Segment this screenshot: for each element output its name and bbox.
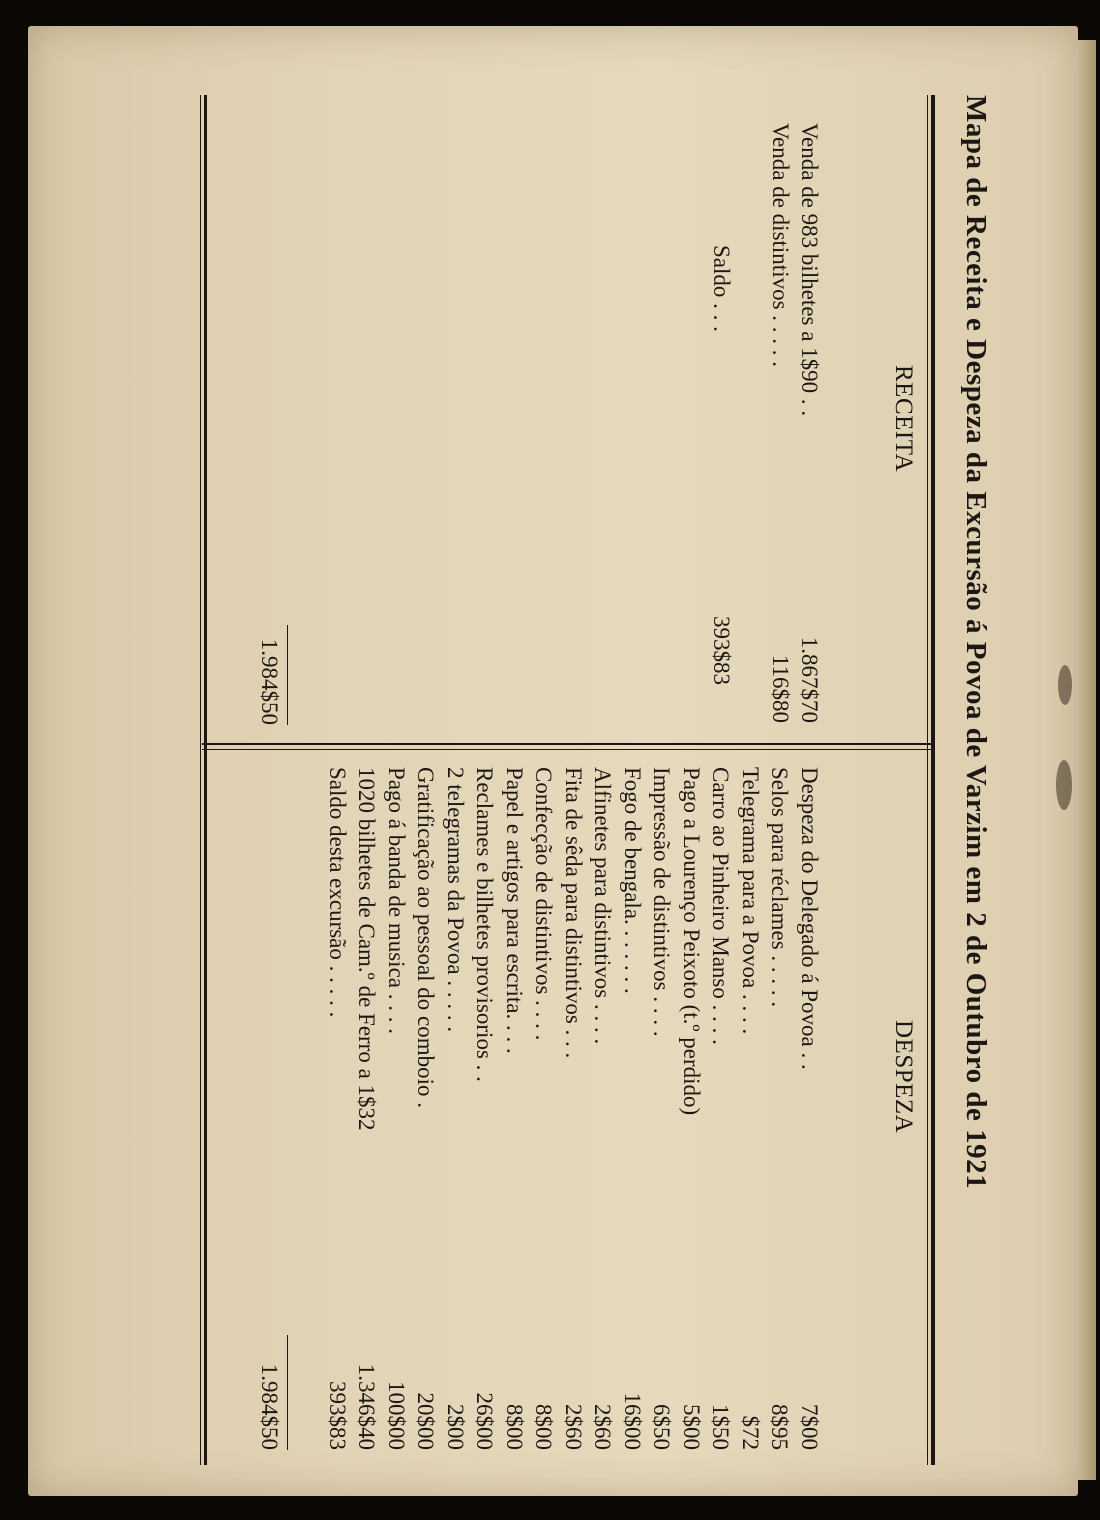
despeza-row-amount: 8$00 — [531, 1404, 557, 1450]
top-rule-thin — [927, 95, 928, 1465]
despeza-row-label: Saldo desta excursão . . . . . — [325, 767, 350, 1018]
despeza-row-amount: 6$50 — [649, 1404, 675, 1450]
rotated-document — [180, 95, 1000, 1465]
despeza-sum-rule — [287, 1335, 288, 1450]
despeza-row-amount: 20$00 — [413, 1392, 439, 1450]
despeza-row-label: Reclames e bilhetes provisorios . . — [472, 767, 498, 1082]
top-rule — [931, 95, 935, 1465]
despeza-row-amount: 2$60 — [590, 1404, 616, 1450]
bottom-rule-thin — [200, 95, 201, 1465]
despeza-row-amount: 2$00 — [443, 1404, 468, 1450]
despeza-row-amount: 16$00 — [620, 1392, 645, 1450]
bottom-rule — [204, 95, 207, 1465]
column-divider — [202, 743, 932, 745]
despeza-row-label: Papel e artigos para escrita. . . . — [502, 767, 527, 1054]
receita-row-amount: 116$80 — [768, 654, 793, 723]
despeza-row-label: Alfinetes para distintivos . . . . — [590, 767, 616, 1045]
despeza-row-amount: 7$00 — [797, 1404, 822, 1450]
receita-sum-rule — [287, 625, 288, 725]
despeza-total: 1.984$50 — [257, 1363, 282, 1450]
despeza-row-label: Fita de sêda para distintivos . . . — [561, 767, 586, 1059]
document-title: Mapa de Receita e Despeza da Excursão á Povoa de Varzim em 2 de Outubro de 1921 — [960, 95, 992, 1190]
despeza-row-amount: 8$95 — [767, 1404, 793, 1450]
despeza-heading: DESPEZA — [890, 1020, 917, 1134]
receita-row-amount: 1.867$70 — [797, 636, 822, 723]
stain-mark — [1056, 760, 1072, 810]
saldo-amount: 393$83 — [709, 616, 734, 685]
receita-row-label: Venda de distintivos . . . . . — [768, 123, 793, 368]
despeza-row-label: Pago á banda de musica . . . . — [384, 767, 409, 1034]
despeza-row-label: Fogo de bengala. . . . . . . — [620, 767, 645, 994]
receita-total: 1.984$50 — [257, 638, 282, 725]
despeza-row-label: Carro ao Pinheiro Manso . . . . — [708, 767, 734, 1045]
paper-edge — [1078, 40, 1096, 1480]
despeza-row-amount: 26$00 — [472, 1392, 498, 1450]
despeza-row-amount: 1.346$40 — [354, 1363, 380, 1450]
despeza-row-amount: 8$00 — [502, 1404, 527, 1450]
despeza-row-label: 2 telegramas da Povoa . . . . . — [443, 767, 468, 1033]
stain-mark — [1058, 665, 1072, 705]
receita-row-label: Venda de 983 bilhetes a 1$90 . . — [797, 123, 822, 417]
despeza-row-amount: 393$83 — [325, 1381, 350, 1450]
despeza-row-label: Pago a Lourenço Peixoto (t.º perdido) — [679, 767, 704, 1116]
despeza-row-amount: 100$00 — [384, 1381, 409, 1450]
despeza-row-label: Gratificação ao pessoal do comboio . — [413, 767, 439, 1109]
despeza-row-label: Impressão de distintivos . . . . — [649, 767, 675, 1037]
saldo-label: Saldo . . . — [709, 245, 734, 332]
despeza-row-label: 1020 bilhetes de Cam.º de Ferro a 1$32 — [354, 767, 380, 1131]
despeza-row-label: Selos para réclames . . . . . — [767, 767, 793, 1008]
despeza-row-amount: 2$60 — [561, 1404, 586, 1450]
despeza-row-label: Confecção de distintivos . . . . — [531, 767, 557, 1041]
despeza-row-amount: $72 — [738, 1415, 763, 1450]
column-divider-thin — [202, 749, 932, 750]
despeza-row-label: Telegrama para a Povoa . . . . — [738, 767, 763, 1035]
despeza-row-amount: 1$50 — [708, 1404, 734, 1450]
despeza-row-label: Despeza do Delegado á Povoa . . — [797, 767, 822, 1070]
receita-heading: RECEITA — [890, 365, 917, 473]
despeza-row-amount: 5$00 — [679, 1404, 704, 1450]
